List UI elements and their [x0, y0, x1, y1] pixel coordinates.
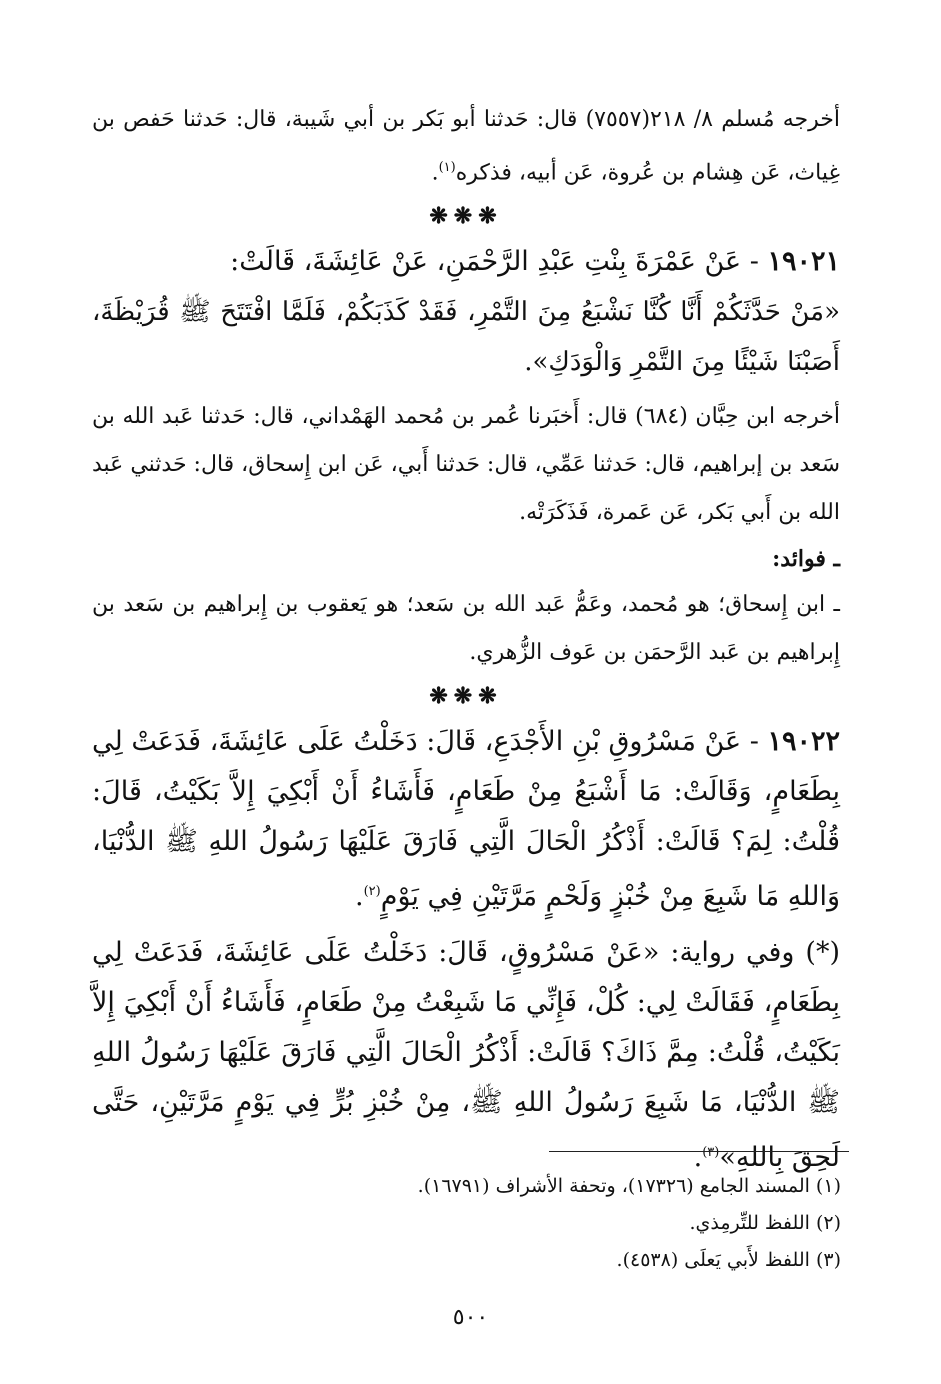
riwaya-paragraph — [92, 928, 840, 1183]
footnote-ref-3[interactable]: (٣) — [702, 1145, 720, 1161]
footnote-ref-1[interactable]: (١) — [438, 160, 456, 175]
hadith-number: ١٩٠٢١ — [767, 246, 840, 278]
footnote-divider — [549, 1151, 849, 1152]
fawaid-heading: ـ فوائد: — [772, 546, 840, 573]
footnote-3: (٣) اللفظ لأَبي يَعلَى (٤٥٣٨). — [616, 1249, 841, 1271]
punctuation: . — [355, 881, 364, 913]
riwaya-text: (*) وفي رواية: «عَنْ مَسْرُوقٍ، قَالَ: دَخَلْتُ عَلَى عَائِشَةَ، فَدَعَتْ لِي بِطَعَامٍ، فَقَالَتْ لِي: كُلْ، فَإِنِّي مَا شَبِعْتُ مِنْ طَعَامٍ، فَأَشَاءُ أَنْ أَبْكِيَ إِلاَّ بَكَيْتُ، قُلْتُ: مِمَّ ذَاكَ؟ قَالَتْ: أَذْكُرُ الْحَالَ الَّتِي فَارَقَ عَلَيْهَا رَسُولُ اللهِ ﷺ الدُّنْيَا، مَا شَبِعَ رَسُولُ اللهِ ﷺ، مِنْ خُبْزِ بُرٍّ فِي يَوْمٍ مَرَّتَيْنِ، حَتَّى لَحِقَ بِاللهِ» — [92, 937, 840, 1174]
hadith-body: - عَنْ مَسْرُوقِ بْنِ الأَجْدَعِ، قَالَ: دَخَلْتُ عَلَى عَائِشَةَ، فَدَعَتْ لِي بِطَعَامٍ، وَقَالَتْ: مَا أَشْبَعُ مِنْ طَعَامٍ، فَأَشَاءُ أَنْ أَبْكِيَ إِلاَّ بَكَيْتُ، قَالَ: قُلْتُ: لِمَ؟ قَالَتْ: أَذْكُرُ الْحَالَ الَّتِي فَارَقَ عَلَيْهَا رَسُولُ اللهِ ﷺ الدُّنْيَا، وَاللهِ مَا شَبِعَ مِنْ خُبْزٍ وَلَحْمٍ مَرَّتَيْنِ فِي يَوْمٍ — [92, 726, 840, 913]
punctuation: . — [693, 1142, 703, 1174]
source-paragraph-2: أخرجه ابن حِبَّان (٦٨٤) قال: أَخبَرنا عُمر بن مُحمد الهَمْداني، قال: حَدثنا عَبد الله بن سَعد بن إبراهيم، قال: حَدثنا عَمِّي، قال: حَدثنا أَبي، عَن ابن إِسحاق، قال: حَدثني عَبد الله بن أَبي بَكر، عَن عَمرة، فَذَكَرَتْه. — [92, 404, 840, 526]
hadith-header-19021 — [92, 237, 840, 287]
punctuation: . — [431, 160, 439, 186]
section-separator: ❋❋❋ — [429, 683, 503, 710]
footnotes — [101, 1168, 841, 1279]
footnote-ref-2[interactable]: (٢) — [363, 884, 381, 900]
hadith-number: ١٩٠٢٢ — [767, 726, 840, 758]
source-text: أخرجه مُسلم ٨/ ٢١٨(٧٥٥٧) قال: حَدثنا أبو بَكر بن أبي شَيبة، قال: حَدثنا حَفص بن غِياث، عَن هِشام بن عُروة، عَن أبيه، فذكره — [92, 107, 841, 186]
page-body — [92, 96, 840, 1183]
fawaid-paragraph: ـ ابن إِسحاق؛ هو مُحمد، وعَمُّ عَبد الله بن سَعد؛ هو يَعقوب بن إِبراهيم بن سَعد بن إِبراهيم بن عَبد الرَّحمَن بن عَوف الزُّهري. — [92, 592, 840, 666]
footnote-2: (٢) اللفظ للتِّرمِذي. — [689, 1212, 841, 1234]
hadith-text-19022 — [92, 717, 840, 922]
hadith-intro: - عَنْ عَمْرَةَ بِنْتِ عَبْدِ الرَّحْمَنِ، عَنْ عَائِشَةَ، قَالَتْ: — [230, 246, 759, 278]
page-number: ٥٠٠ — [452, 1305, 489, 1330]
source-paragraph-1 — [92, 96, 840, 197]
section-separator: ❋❋❋ — [429, 203, 503, 230]
footnote-1: (١) المسند الجامع (١٧٣٢٦)، وتحفة الأشراف (١٦٧٩١). — [417, 1175, 841, 1197]
hadith-text-19021: «مَنْ حَدَّثَكُمْ أَنَّا كُنَّا نَشْبَعُ مِنَ التَّمْرِ، فَقَدْ كَذَبَكُمْ، فَلَمَّا افْتَتَحَ ﷺ قُرَيْظَةَ، أَصَبْنَا شَيْئًا مِنَ التَّمْرِ وَالْوَدَكِ». — [92, 297, 840, 378]
